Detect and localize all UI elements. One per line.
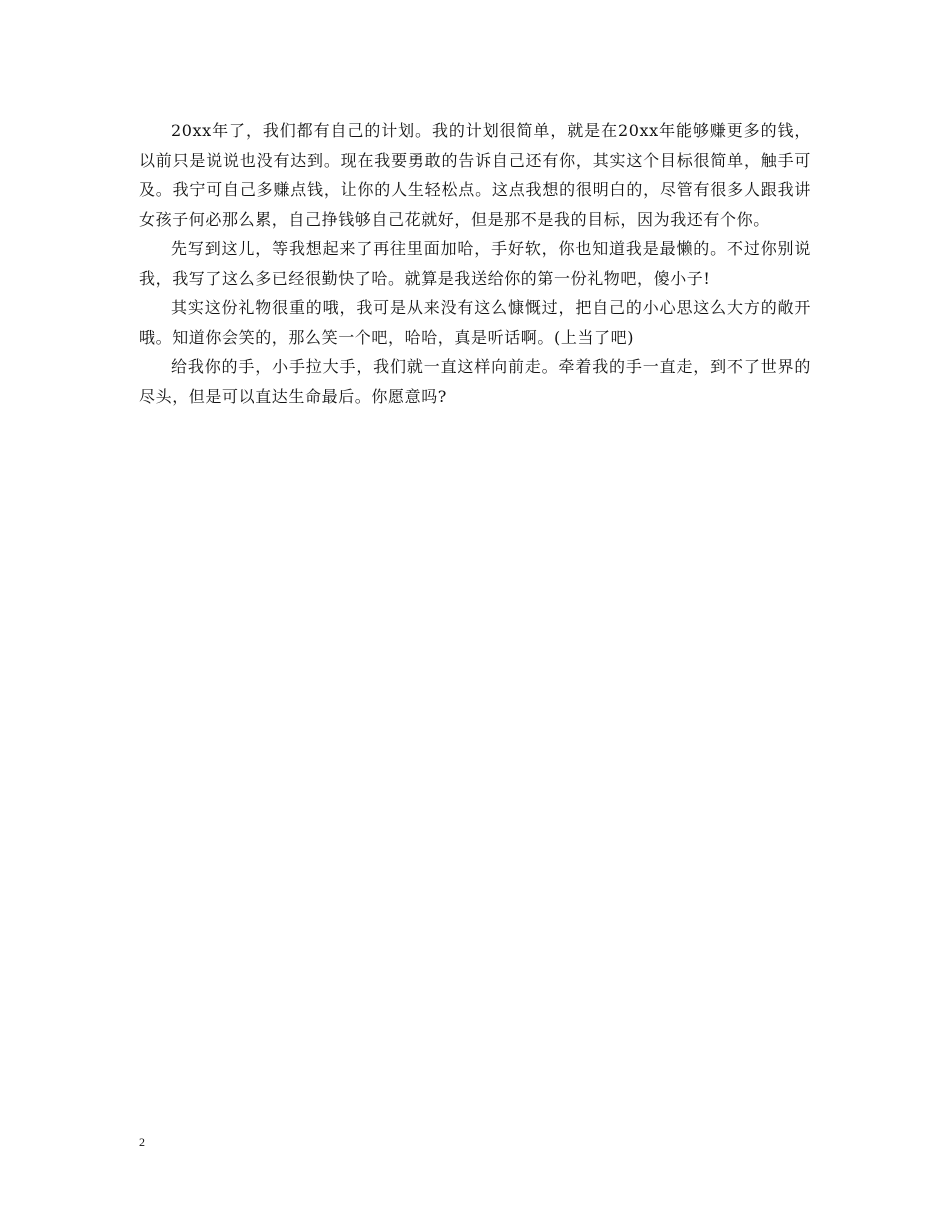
page-number: 2 — [139, 1135, 145, 1149]
paragraph-3: 其实这份礼物很重的哦，我可是从来没有这么慷慨过，把自己的小心思这么大方的敞开哦。知道你会笑的，那么笑一个吧，哈哈，真是听话啊。(上当了吧) — [139, 298, 811, 347]
paragraph-4: 给我你的手，小手拉大手，我们就一直这样向前走。牵着我的手一直走，到不了世界的尽头，但是可以直达生命最后。你愿意吗? — [139, 357, 811, 406]
body-text — [139, 116, 811, 411]
paragraph-1: 20xx年了，我们都有自己的计划。我的计划很简单，就是在20xx年能够赚更多的钱，以前只是说说也没有达到。现在我要勇敢的告诉自己还有你，其实这个目标很简单，触手可及。我宁可自己多赚点钱，让你的人生轻松点。这点我想的很明白的，尽管有很多人跟我讲女孩子何必那么累，自己挣钱够自己花就好，但是那不是我的目标，因为我还有个你。 — [139, 121, 811, 229]
paragraph-2: 先写到这儿，等我想起来了再往里面加哈，手好软，你也知道我是最懒的。不过你别说我，我写了这么多已经很勤快了哈。就算是我送给你的第一份礼物吧，傻小子! — [139, 239, 811, 288]
